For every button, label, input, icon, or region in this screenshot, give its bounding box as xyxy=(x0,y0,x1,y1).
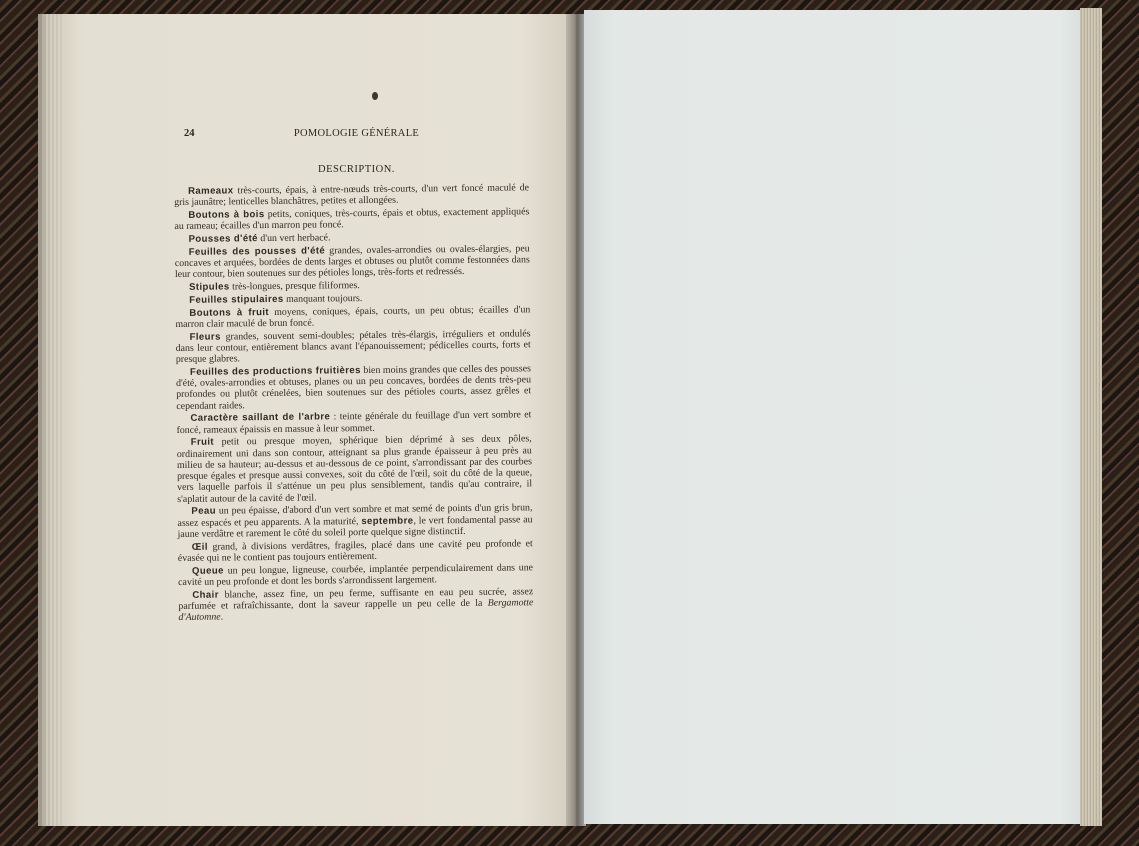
paragraph-term: Boutons à bois xyxy=(188,209,265,221)
paragraph-text: un peu épaisse, d'abord d'un vert sombre et mat semé de points d'un gris brun, assez espacés et peu apparents. A la maturité, xyxy=(177,502,533,529)
paragraph-term: Feuilles des productions fruitières xyxy=(189,364,361,378)
paragraph xyxy=(177,434,533,505)
paragraph-term: Feuilles stipulaires xyxy=(189,293,284,306)
description-body xyxy=(174,182,534,624)
page-header xyxy=(184,128,529,144)
paragraph-term: Œil xyxy=(191,541,208,553)
paragraph xyxy=(176,363,531,412)
paragraph-term: Queue xyxy=(191,564,224,577)
paragraph-text: petit ou presque moyen, sphérique bien déprimé à ses deux pôles, ordinairement uni dans son contour, atteignant sa plus grande épaisseur à peu près au milieu de sa hauteur; au-dessus et au-dessous de ce point, s'arrondissant par des courbes presque égales et presque aussi convexes, soit du côté de l'œil, soit du côté de la queue, vers laquelle parfois il s'atténue un peu plus sensiblement, tandis qu'au contraire, il s'aplatit autour de la cavité de l'œil. xyxy=(176,433,533,505)
paragraph-text: manquant toujours. xyxy=(283,292,363,305)
paragraph xyxy=(175,304,530,330)
page-edges xyxy=(1080,8,1102,826)
paragraph-text: bien moins grandes que celles des pousses d'été, ovales-arrondies et obtuses, planes ou un peu concaves, bordées de dents très-peu profondes ou plutôt crénelées, bien soutenues sur des pétioles courts, assez grêles et cependant raides. xyxy=(176,363,532,412)
running-head: POMOLOGIE GÉNÉRALE xyxy=(293,128,420,139)
paragraph xyxy=(178,586,533,623)
paragraph xyxy=(177,503,532,540)
paragraph-italic: Bergamotte d'Automne xyxy=(178,597,534,623)
paragraph-text: d'un vert herbacé. xyxy=(257,232,331,245)
paragraph xyxy=(178,538,533,564)
paragraph-text-cont: . xyxy=(220,611,224,623)
paragraph-term: Caractère saillant de l'arbre xyxy=(190,411,331,425)
paragraph-text: très-courts, épais, à entre-nœuds très-courts, d'un vert foncé maculé de gris jaunâtre; lenticelles blanchâtres, petites et allongées. xyxy=(174,182,530,209)
paragraph-text: grand, à divisions verdâtres, fragiles, placé dans une cavité peu profonde et évasée qui ne le contient pas toujours entièrement. xyxy=(177,537,533,564)
paragraph-text: blanche, assez fine, un peu ferme, suffisante en eau peu sucrée, assez parfumée et rafraîchissante, dont la saveur rappelle un peu celle de la xyxy=(178,585,534,612)
paragraph-text: : teinte générale du feuillage d'un vert sombre et foncé, rameaux épaissis en massue à leur sommet. xyxy=(176,409,532,436)
paragraph-term: Boutons à fruit xyxy=(189,306,270,319)
book-gutter xyxy=(566,14,586,826)
paragraph xyxy=(176,410,531,436)
paragraph-text-cont: , le vert fondamental passe au jaune verdâtre et rarement le côté du soleil porte quelque signe distinctif. xyxy=(177,513,533,540)
page-number: 24 xyxy=(184,128,195,139)
paragraph xyxy=(178,562,533,588)
paragraph xyxy=(175,243,530,280)
paragraph-term: Pousses d'été xyxy=(188,233,258,245)
paragraph-text: grandes, ovales-arrondies ou ovales-élargies, peu concaves et arquées, bordées de dents larges et obtuses ou plutôt comme festonnées dans leur contour, bien soutenues sur des pétioles longs, très-forts et redressés. xyxy=(174,243,530,281)
paragraph-text: un peu longue, ligneuse, courbée, implantée perpendiculairement dans une cavité un peu profonde et dont les bords s'arrondissent largement. xyxy=(178,561,534,588)
paragraph-text: très-longues, presque filiformes. xyxy=(229,280,360,293)
paragraph xyxy=(176,328,531,365)
paragraph-term: Chair xyxy=(192,589,219,601)
paragraph-term: Rameaux xyxy=(187,185,234,197)
paragraph-term: Fleurs xyxy=(189,331,221,343)
paragraph-text: moyens, coniques, épais, courts, un peu obtus; écailles d'un marron clair maculé de brun foncé. xyxy=(175,303,531,330)
section-title: DESCRIPTION. xyxy=(318,164,395,175)
paragraph-term: Fruit xyxy=(190,436,215,449)
paragraph-term: Peau xyxy=(191,505,216,518)
paragraph xyxy=(174,206,529,232)
paragraph-term: Feuilles des pousses d'été xyxy=(188,245,326,258)
paragraph-text: petits, coniques, très-courts, épais et obtus, exactement appliqués au rameau; écailles d'un marron peu foncé. xyxy=(174,206,530,233)
paragraph-text: grandes, souvent semi-doubles; pétales très-élargis, irréguliers et ondulés dans leur contour, entièrement blancs avant l'épanouissement; pédicelles courts, forts et presque glabres. xyxy=(175,327,531,365)
right-page-blank xyxy=(584,10,1084,824)
paragraph-term-inline: septembre xyxy=(361,515,414,527)
ink-smudge xyxy=(372,92,378,100)
paragraph-term: Stipules xyxy=(189,281,230,293)
paragraph xyxy=(174,182,529,208)
